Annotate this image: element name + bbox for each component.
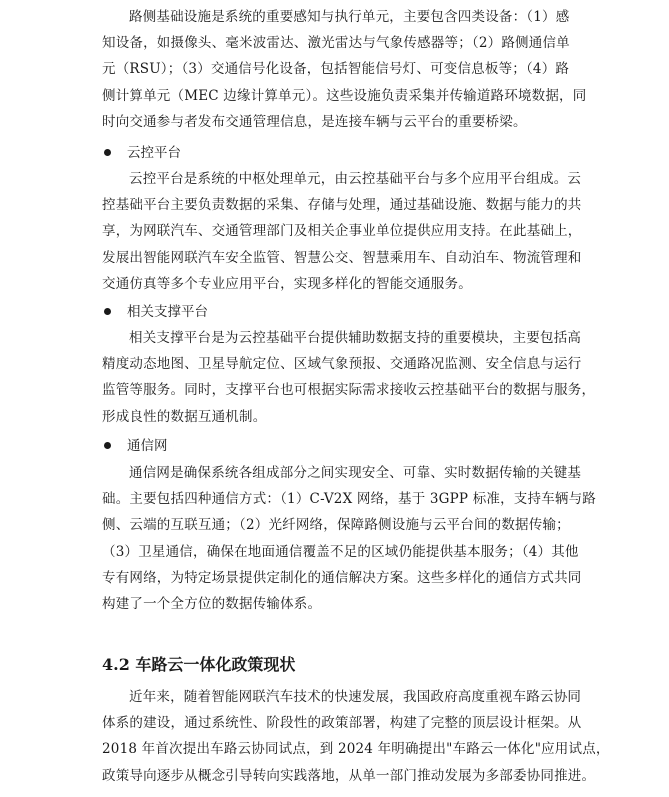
text-line: 体系的建设，通过系统性、阶段性的政策部署，构建了完整的顶层设计框架。从 [102, 715, 582, 732]
text-line: 2018 年首次提出车路云协同试点，到 2024 年明确提出"车路云一体化"应用试点， [102, 741, 610, 758]
bullet-dot-icon [104, 308, 111, 315]
text-line: 元（RSU）；（3）交通信号化设备，包括智能信号灯、可变信息板等；（4）路 [102, 61, 570, 78]
bullet-support-platform [102, 299, 208, 325]
text-line: 监管等服务。同时，支撑平台也可根据实际需求接收云控基础平台的数据与服务， [102, 382, 596, 399]
text-line: 政策导向逐步从概念引导转向实践落地，从单一部门推动发展为多部委协同推进。 [102, 767, 596, 784]
bullet-dot-icon [104, 149, 111, 156]
text-line: 云控平台是系统的中枢处理单元，由云控基础平台与多个应用平台组成。云 [129, 171, 582, 187]
section-heading: 4.2 车路云一体化政策现状 [102, 655, 296, 674]
text-line: （3）卫星通信，确保在地面通信覆盖不足的区域仍能提供基本服务；（4）其他 [102, 543, 579, 560]
text-line: 侧计算单元（MEC 边缘计算单元）。这些设施负责采集并传输道路环境数据，同 [102, 87, 587, 104]
bullet-cloud-control-platform [102, 140, 181, 166]
text-line: 交通仿真等多个专业应用平台，实现多样化的智能交通服务。 [102, 275, 472, 292]
text-line: 时向交通参与者发布交通管理信息，是连接车辆与云平台的重要桥梁。 [102, 113, 527, 130]
text-line: 通信网是确保系统各组成部分之间实现安全、可靠、实时数据传输的关键基 [129, 465, 582, 481]
text-line: 路侧基础设施是系统的重要感知与执行单元，主要包含四类设备：（1）感 [129, 9, 570, 25]
text-line: 发展出智能网联汽车安全监管、智慧公交、智慧乘用车、自动泊车、物流管理和 [102, 249, 582, 266]
text-line: 控基础平台主要负责数据的采集、存储与处理，通过基础设施、数据与能力的共 [102, 197, 582, 214]
bullet-label: 云控平台 [127, 145, 181, 161]
paragraph-support-platform [102, 325, 596, 430]
paragraph-roadside-infrastructure [102, 4, 587, 135]
text-line: 形成良性的数据互通机制。 [102, 408, 267, 425]
text-line: 近年来，随着智能网联汽车技术的快速发展，我国政府高度重视车路云协同 [129, 689, 582, 705]
text-line: 础。主要包括四种通信方式：（1）C-V2X 网络，基于 3GPP 标准，支持车辆与路 [102, 491, 597, 508]
text-line: 构建了一个全方位的数据传输体系。 [102, 595, 322, 612]
bullet-label: 相关支撑平台 [127, 304, 208, 320]
text-line: 知设备，如摄像头、毫米波雷达、激光雷达与气象传感器等；（2）路侧通信单 [102, 35, 570, 52]
paragraph-cloud-control-platform [102, 166, 584, 297]
text-line: 侧、云端的互联互通；（2）光纤网络，保障路侧设施与云平台间的数据传输； [102, 517, 570, 534]
bullet-dot-icon [104, 442, 111, 449]
paragraph-communication-network [102, 460, 597, 617]
text-line: 精度动态地图、卫星导航定位、区域气象预报、交通路况监测、安全信息与运行 [102, 356, 582, 373]
text-line: 相关支撑平台是为云控基础平台提供辅助数据支持的重要模块，主要包括高 [129, 330, 582, 346]
bullet-communication-network [102, 433, 168, 459]
paragraph-policy-status [102, 684, 610, 789]
bullet-label: 通信网 [127, 438, 168, 454]
text-line: 专有网络，为特定场景提供定制化的通信解决方案。这些多样化的通信方式共同 [102, 569, 582, 586]
text-line: 享，为网联汽车、交通管理部门及相关企事业单位提供应用支持。在此基础上， [102, 223, 582, 240]
